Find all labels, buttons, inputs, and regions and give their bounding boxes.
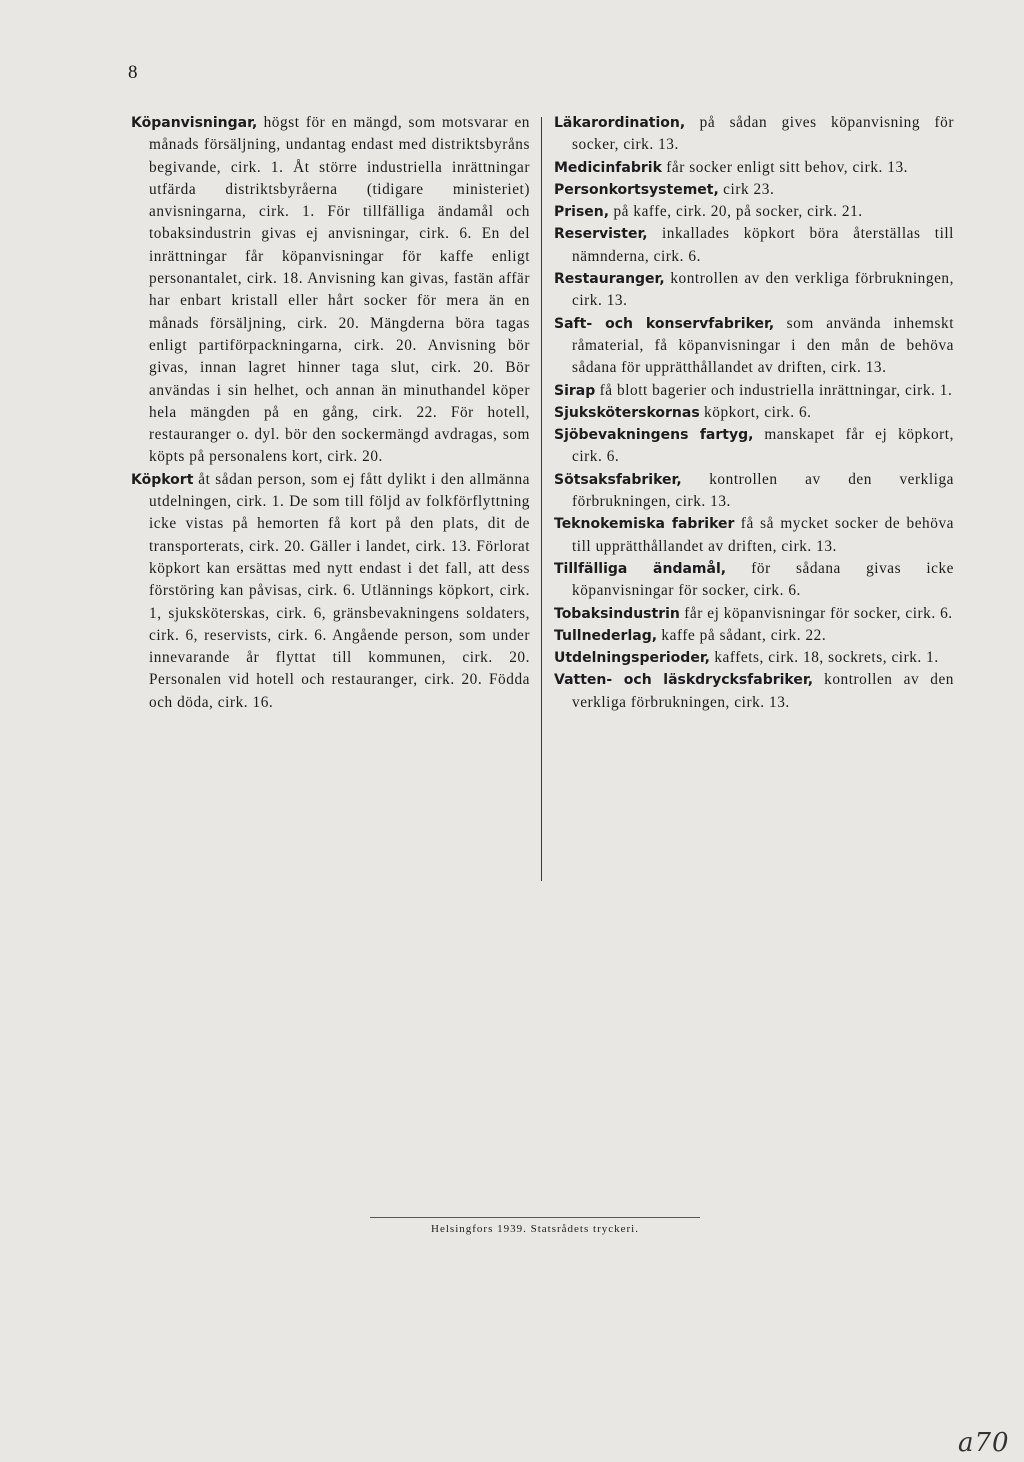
entry-term: Tullnederlag, <box>554 627 658 644</box>
entry-text: på sådan gives köpanvisning för socker, cirk. 13. <box>572 114 954 154</box>
index-entry <box>554 268 954 313</box>
entry-term: Läkarordination, <box>554 115 686 131</box>
index-entry <box>554 469 954 514</box>
index-entry <box>554 669 954 714</box>
entry-text: för sådana givas icke köpanvisningar för socker, cirk. 6. <box>572 559 954 600</box>
right-column <box>554 112 954 714</box>
entry-term: Prisen, <box>554 204 610 221</box>
entry-text: som använda inhemskt råmaterial, få köpanvisningar i den mån de behöva sådana för upprätthållandet av driften, cirk. 13. <box>572 314 954 377</box>
entry-text: högst för en mängd, som motsvarar en månads försäljning, undantag endast med distriktsbyråns begivande, cirk. 1. Åt större industriella inrättningar utfärda distriktsbyråerna (tidigare ministeriet) anvisningarna, cirk. 1. För tillfälliga ändamål och tobaksindustrin givas ej anvisningar, cirk. 6. En del inrättningar får köpanvisningar för kaffe enligt personantalet, cirk. 18. Anvisning kan givas, fastän affär har enbart kristall eller hårt socker för mera än en månads försäljning, cirk. 20. Mängderna böra tagas enligt partiförpackningarna, cirk. 20. Anvisning bör givas, innan lagret hinner taga slut, cirk. 20. Bör användas i sin helhet, och annan än minuthandel köper hela mängden på en gång, cirk. 22. För hotell, restauranger o. dyl. bör den sockermängd avdragas, som köpts på personalens kort, cirk. 20. <box>149 114 530 466</box>
entry-term: Sirap <box>554 382 596 399</box>
entry-text: köpkort, cirk. 6. <box>699 403 812 421</box>
printer-imprint <box>0 1217 1024 1236</box>
entry-text: kaffe på sådant, cirk. 22. <box>657 626 827 644</box>
index-entry <box>554 380 954 402</box>
entry-text: på kaffe, cirk. 20, på socker, cirk. 21. <box>609 203 863 221</box>
entry-term: Utdelningsperioder, <box>554 650 710 667</box>
index-entry <box>554 223 954 268</box>
index-entry <box>131 112 530 469</box>
entry-term: Restauranger, <box>554 271 665 288</box>
entry-term: Köpanvisningar, <box>131 115 258 131</box>
index-entry <box>554 157 954 179</box>
entry-term: Köpkort <box>131 471 194 488</box>
entry-term: Tillfälliga ändamål, <box>554 560 727 577</box>
entry-term: Sjuksköterskornas <box>554 404 700 421</box>
column-divider <box>541 117 542 881</box>
index-entry <box>554 424 954 469</box>
index-entry <box>554 313 954 380</box>
index-entry <box>554 201 954 223</box>
entry-term: Medicinfabrik <box>554 159 662 176</box>
entry-term: Sjöbevakningens fartyg, <box>554 427 754 444</box>
entry-text: inkallades köpkort böra återställas till nämnderna, cirk. 6. <box>572 225 954 265</box>
index-entry <box>554 179 954 201</box>
index-entry <box>554 402 954 424</box>
index-entry <box>554 603 954 625</box>
left-column <box>131 112 530 714</box>
entry-text: få blott bagerier och industriella inrättningar, cirk. 1. <box>595 381 953 399</box>
entry-text: får ej köpanvisningar för socker, cirk. 6. <box>679 604 953 622</box>
entry-text: kontrollen av den verkliga förbrukningen, cirk. 13. <box>572 470 954 511</box>
entry-term: Tobaksindustrin <box>554 605 680 622</box>
index-entry <box>554 513 954 558</box>
entry-text: får socker enligt sitt behov, cirk. 13. <box>661 158 909 176</box>
index-entry <box>554 558 954 603</box>
entry-term: Vatten- och läskdrycksfabriker, <box>554 672 814 689</box>
entry-text: kontrollen av den verkliga förbrukningen, cirk. 13. <box>572 270 954 310</box>
entry-text: kontrollen av den verkliga förbrukningen, cirk. 13. <box>572 671 954 711</box>
index-entry <box>554 647 954 669</box>
page-number: 8 <box>128 62 138 83</box>
handwritten-signature: a70 <box>958 1428 1010 1458</box>
entry-term: Saft- och konservfabriker, <box>554 315 775 332</box>
entry-text: åt sådan person, som ej fått dylikt i den allmänna utdelningen, cirk. 1. De som till följd av folkförflyttning icke vistas på hemorten få kort på den plats, dit de transporterats, cirk. 20. Gäller i landet, cirk. 13. Förlorat köpkort kan ersättas med nytt endast i det fall, att dess förstöring kan påvisas, cirk. 6. Utlännings köpkort, cirk. 1, sjuksköterskas, cirk. 6, gränsbevakningens soldaters, cirk. 6, reservists, cirk. 6. Angående person, som under innevarande år flyttat till kommunen, cirk. 20. Personalen vid hotell och restauranger, cirk. 20. Födda och döda, cirk. 16. <box>149 470 530 711</box>
entry-term: Reservister, <box>554 226 648 243</box>
entry-text: cirk 23. <box>718 180 775 198</box>
entry-term: Personkortsystemet, <box>554 181 719 198</box>
entry-text: kaffets, cirk. 18, sockrets, cirk. 1. <box>709 649 939 667</box>
imprint-text: Helsingfors 1939. Statsrådets tryckeri. <box>370 1217 700 1235</box>
entry-text: få så mycket socker de behöva till upprätthållandet av driften, cirk. 13. <box>572 515 954 555</box>
entry-text: manskapet får ej köpkort, cirk. 6. <box>572 426 954 466</box>
entry-term: Sötsaksfabriker, <box>554 471 682 488</box>
entry-term: Teknokemiska fabriker <box>554 516 735 533</box>
index-entry <box>554 625 954 647</box>
index-entry <box>131 469 530 714</box>
index-entry <box>554 112 954 157</box>
